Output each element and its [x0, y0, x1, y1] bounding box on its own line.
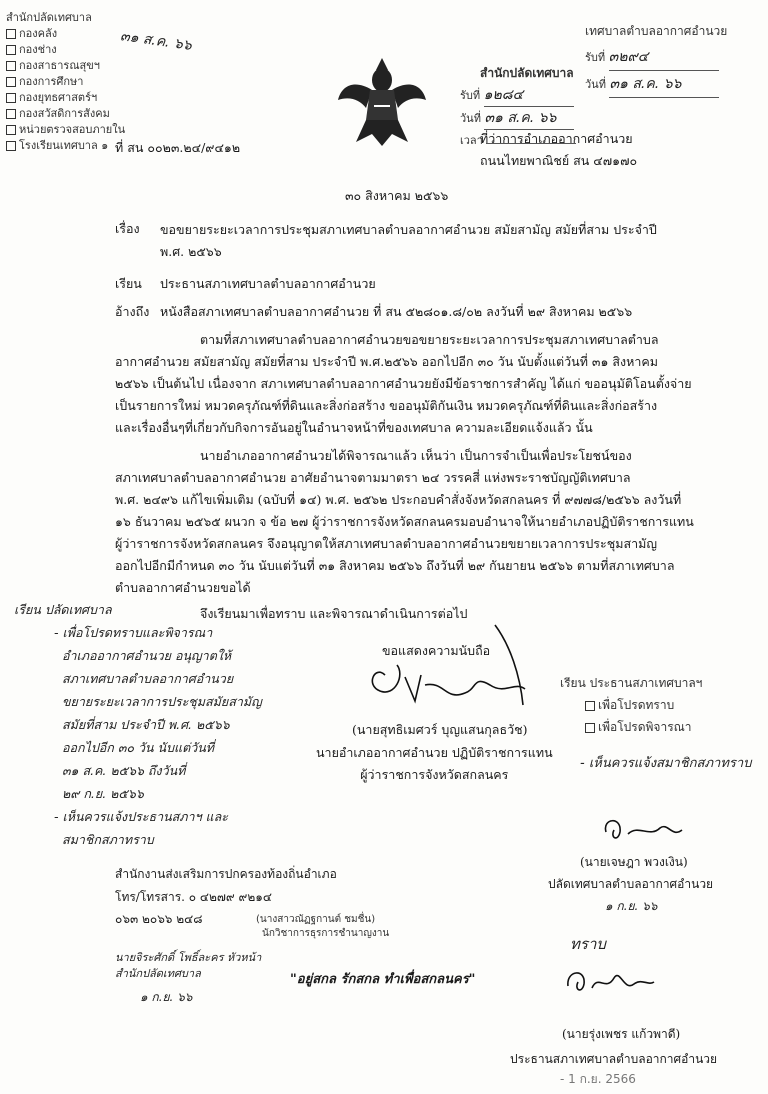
body-line: ๑๖ ธันวาคม ๒๕๖๕ ผนวก จ ข้อ ๒๗ ผู้ว่าราชการจังหวัดสกลนครมอบอำนาจให้นายอำเภอปฏิบัติราชการแทน: [115, 514, 694, 529]
minute-line: ๒๙ ก.ย. ๒๕๖๖: [62, 786, 144, 801]
checkbox-consider-label: เพื่อโปรดพิจารณา: [598, 720, 692, 734]
routing-item-label: กองคลัง: [19, 27, 58, 40]
minute-line: สภาเทศบาลตำบลอากาศอำนวย: [62, 671, 234, 686]
routing-checkbox[interactable]: [6, 141, 16, 151]
chair-signature: [560, 958, 660, 1003]
receive-no-value: ๑๒๘๔: [484, 84, 574, 107]
signer-title: [316, 742, 553, 786]
receive-no-label: รับที่: [585, 51, 606, 64]
closing-request: จึงเรียนมาเพื่อทราบ และพิจารณาดำเนินการต่อไป: [200, 606, 468, 621]
chair-note: ทราบ: [570, 935, 606, 953]
clerk-handwritten-note-right: - เห็นควรแจ้งสมาชิกสภาทราบ: [580, 756, 752, 771]
routing-stamp-item: [6, 42, 125, 58]
checkbox-acknowledge-label: เพื่อโปรดทราบ: [598, 698, 675, 712]
routing-checkbox[interactable]: [6, 77, 16, 87]
routing-stamp-item: [6, 74, 125, 90]
receive-no-label: รับที่: [460, 89, 481, 102]
stamp-handwritten-date: ๓๑ ส.ค. ๖๖: [119, 28, 193, 54]
routing-stamp-item: [6, 26, 125, 42]
routing-item-label: กองสวัสดิการสังคม: [19, 107, 110, 120]
body-paragraph-2: [115, 445, 694, 599]
sender-address: [480, 128, 637, 172]
minute-line: ขยายระยะเวลาการประชุมสมัยสามัญ: [62, 694, 262, 709]
box-salutation: เรียน ประธานสภาเทศบาลฯ: [560, 676, 703, 690]
minute-line: - เห็นควรแจ้งประธานสภาฯ และ: [54, 809, 228, 824]
body-line: อากาศอำนวย สมัยสามัญ สมัยที่สาม ประจำปี พ.ศ.๒๕๖๖ ออกไปอีก ๓๐ วัน นับตั้งแต่วันที่ ๓๑ สิงหาคม: [115, 354, 658, 369]
clerk-title: ปลัดเทศบาลตำบลอากาศอำนวย: [548, 877, 714, 891]
routing-checkbox[interactable]: [6, 45, 16, 55]
body-line: สภาเทศบาลตำบลอากาศอำนวย อาศัยอำนาจตามมาตรา ๒๔ วรรคสี่ แห่งพระราชบัญญัติเทศบาล: [115, 470, 631, 485]
routing-stamp-title: สำนักปลัดเทศบาล: [6, 11, 92, 24]
routing-checkbox[interactable]: [6, 93, 16, 103]
body-line: ออกไปอีกมีกำหนด ๓๐ วัน นับแต่วันที่ ๓๑ สิงหาคม ๒๕๖๖ ถึงวันที่ ๒๙ กันยายน ๒๕๖๖ ตามที่สภาเทศบาล: [115, 558, 675, 573]
routing-item-label: กองสาธารณสุขฯ: [19, 59, 100, 72]
receive-date-value: ๓๑ ส.ค. ๖๖: [484, 107, 574, 130]
clerk-handwritten-date: ๑ ก.ย. ๖๖: [140, 990, 193, 1004]
routing-stamp-item: [6, 106, 125, 122]
office-phone-2: ๐๖๓ ๒๐๖๖ ๒๔๘: [115, 912, 203, 926]
minute-line: อำเภออากาศอำนวย อนุญาตให้: [62, 648, 232, 663]
clerk-routing-box: [560, 672, 702, 738]
body-line: ตำบลอากาศอำนวยขอได้: [115, 580, 251, 595]
body-line: พ.ศ. ๒๔๙๖ แก้ไขเพิ่มเติม (ฉบับที่ ๑๔) พ.ศ. ๒๕๖๒ ประกอบคำสั่งจังหวัดสกลนคร ที่ ๙๗๗๘/๒๕๖๖ ลงวันที่: [115, 492, 682, 507]
receive-date-label: วันที่: [460, 112, 481, 125]
signer-signature: [345, 605, 550, 720]
body-line: นายอำเภออากาศอำนวยได้พิจารณาแล้ว เห็นว่า เป็นการจำเป็นเพื่อประโยชน์ของ: [200, 448, 632, 463]
handwritten-minute: [14, 598, 262, 851]
slogan: "อยู่สกล รักสกล ทำเพื่อสกลนคร": [290, 972, 476, 987]
address-line: ถนนไทยพาณิชย์ สน ๔๗๑๗๐: [480, 153, 638, 168]
minute-line: เรียน ปลัดเทศบาล: [14, 602, 112, 617]
receive-date-value: ๓๑ ส.ค. ๖๖: [609, 71, 719, 98]
minute-line: ออกไปอีก ๓๐ วัน นับแต่วันที่: [62, 740, 214, 755]
minute-line: ๓๑ ส.ค. ๒๕๖๖ ถึงวันที่: [62, 763, 186, 778]
chair-name: (นายรุ่งเพชร แก้วพาดี): [562, 1027, 681, 1041]
routing-item-label: กองยุทธศาสตร์ฯ: [19, 91, 98, 104]
minute-line: สมาชิกสภาทราบ: [62, 832, 154, 847]
minute-line: - เพื่อโปรดทราบและพิจารณา: [54, 625, 213, 640]
letter-date: ๓๐ สิงหาคม ๒๕๖๖: [345, 188, 449, 203]
clerk-handwritten-note: นายจิระศักดิ์ โพธิ์ละคร หัวหน้าสำนักปลัดเทศบาล: [115, 951, 262, 980]
subject-label: เรื่อง: [115, 221, 140, 236]
receive-no-value: ๓๒๙๔: [609, 44, 719, 71]
routing-item-label: กองการศึกษา: [19, 75, 84, 88]
reference-label: อ้างถึง: [115, 304, 150, 319]
routing-stamp-item: [6, 90, 125, 106]
reference-text: หนังสือสภาเทศบาลตำบลอากาศอำนวย ที่ สน ๕๒๘๐๑.๘/๐๒ ลงวันที่ ๒๙ สิงหาคม ๒๕๖๖: [160, 304, 633, 319]
signer-title-line: ผู้ว่าราชการจังหวัดสกลนคร: [360, 767, 509, 782]
routing-checkbox[interactable]: [6, 109, 16, 119]
subject-line: ขอขยายระยะเวลาการประชุมสภาเทศบาลตำบลอากาศอำนวย สมัยสามัญ สมัยที่สาม ประจำปี: [160, 222, 657, 237]
routing-stamp-item: [6, 138, 125, 154]
routing-stamp: [6, 10, 125, 154]
receive-date-label: วันที่: [585, 78, 606, 91]
body-paragraph-1: [115, 329, 692, 439]
receive-stamp-org: เทศบาลตำบลอากาศอำนวย: [585, 24, 728, 38]
receive-stamp-org: สำนักปลัดเทศบาล: [480, 66, 574, 80]
body-line: และเรื่องอื่นๆที่เกี่ยวกับกิจการอันอยู่ในอำนาจหน้าที่ของเทศบาล ความละเอียดแจ้งแล้ว นั้น: [115, 420, 593, 435]
routing-item-label: หน่วยตรวจสอบภายใน: [19, 123, 126, 136]
clerk-name: (นายเจษฎา พวงเงิน): [580, 855, 688, 869]
receive-stamp-municipality: [585, 18, 760, 98]
checkbox-consider[interactable]: [585, 723, 595, 733]
body-line: ตามที่สภาเทศบาลตำบลอากาศอำนวยขอขยายระยะเวลาการประชุมสภาเทศบาลตำบล: [200, 332, 659, 347]
routing-checkbox[interactable]: [6, 29, 16, 39]
complimentary-close: ขอแสดงความนับถือ: [382, 643, 491, 658]
body-line: ผู้ว่าราชการจังหวัดสกลนคร จึงอนุญาตให้สภาเทศบาลตำบลอากาศอำนวยขยายเวลาการประชุมสามัญ: [115, 536, 657, 551]
clerk-date: ๑ ก.ย. ๖๖: [605, 899, 658, 913]
routing-stamp-item: [6, 122, 125, 138]
subject-line: พ.ศ. ๒๕๖๖: [160, 244, 222, 259]
receive-time-label: เวลา: [460, 134, 483, 147]
document-number: ที่ สน ๐๐๒๓.๒๔/๙๔๑๒: [115, 140, 241, 155]
body-line: เป็นรายการใหม่ หมวดครุภัณฑ์ที่ดินและสิ่งก่อสร้าง ขออนุมัติกันเงิน หมวดครุภัณฑ์ที่ดินและสิ่งก่อสร้าง: [115, 398, 658, 413]
minute-line: สมัยที่สาม ประจำปี พ.ศ. ๒๕๖๖: [62, 717, 230, 732]
staff-title: นักวิชาการธุรการชำนาญงาน: [262, 928, 390, 939]
address-line: ที่ว่าการอำเภออากาศอำนวย: [480, 131, 633, 146]
routing-stamp-item: [6, 58, 125, 74]
office-phone: โทร/โทรสาร. ๐ ๔๒๗๙ ๙๒๑๔: [115, 890, 272, 904]
salutation-text: ประธานสภาเทศบาลตำบลอากาศอำนวย: [160, 276, 376, 291]
chair-date-stamp: - 1 ก.ย. 2566: [560, 1072, 636, 1086]
routing-item-label: กองช่าง: [19, 43, 57, 56]
issuing-office: สำนักงานส่งเสริมการปกครองท้องถิ่นอำเภอ: [115, 867, 337, 881]
subject-text: [160, 219, 657, 263]
routing-item-label: โรงเรียนเทศบาล ๑: [19, 139, 109, 152]
staff-name: (นางสาวณัฏฐกานต์ ชมชื่น): [256, 914, 376, 925]
checkbox-acknowledge[interactable]: [585, 701, 595, 711]
clerk-signature: [598, 808, 688, 848]
salutation-label: เรียน: [115, 276, 142, 291]
signer-title-line: นายอำเภออากาศอำนวย ปฏิบัติราชการแทน: [316, 745, 553, 760]
routing-checkbox[interactable]: [6, 61, 16, 71]
body-line: ๒๕๖๖ เป็นต้นไป เนื่องจาก สภาเทศบาลตำบลอากาศอำนวยยังมีข้อราชการสำคัญ ได้แก่ ขออนุมัติโอนตั้งจ่าย: [115, 376, 692, 391]
routing-checkbox[interactable]: [6, 125, 16, 135]
chair-title: ประธานสภาเทศบาลตำบลอากาศอำนวย: [510, 1052, 718, 1066]
signer-name: (นายสุทธิเมศวร์ บุญแสนกุลธวัช): [352, 722, 528, 737]
